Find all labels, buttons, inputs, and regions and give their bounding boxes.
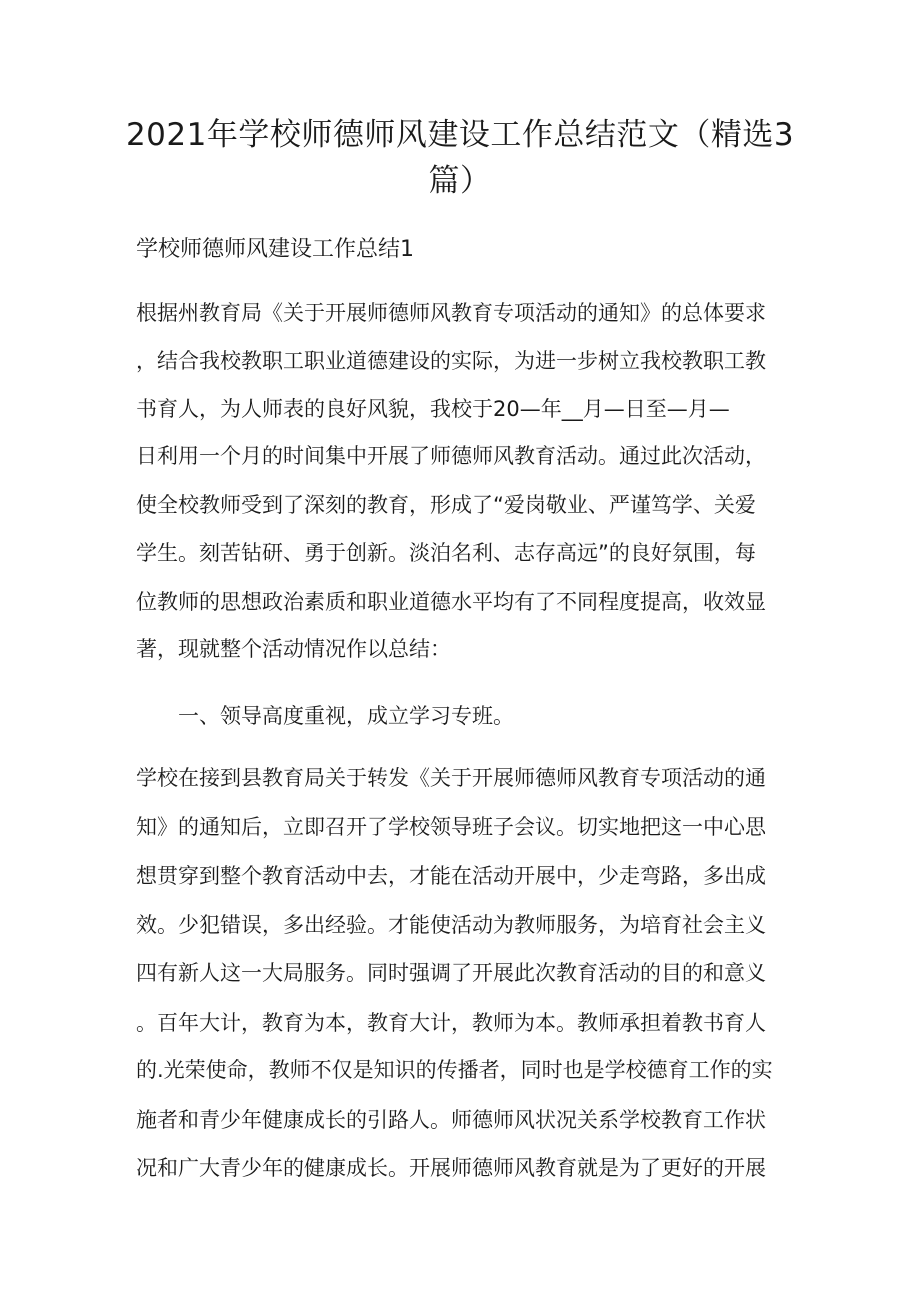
section-heading: 一、领导高度重视，成立学习专班。 <box>178 704 514 728</box>
paragraph-line: 日利用一个月的时间集中开展了师德师风教育活动。通过此次活动， <box>136 444 766 468</box>
paragraph-line: 的.光荣使命，教师不仅是知识的传播者，同时也是学校德育工作的实 <box>136 1058 773 1082</box>
paragraph-line: 书育人，为人师表的良好风貌，我校于20—年__月—日至—月— <box>136 397 730 421</box>
paragraph-line: 四有新人这一大局服务。同时强调了开展此次教育活动的目的和意义 <box>136 961 766 985</box>
document-title: 2021年学校师德师风建设工作总结范文（精选3篇） <box>125 117 795 199</box>
paragraph-line: 位教师的思想政治素质和职业道德水平均有了不同程度提高，收效显 <box>136 590 766 614</box>
paragraph-line: 。百年大计，教育为本，教育大计，教师为本。教师承担着教书育人 <box>136 1011 766 1035</box>
paragraph-line: 况和广大青少年的健康成长。开展师德师风教育就是为了更好的开展 <box>136 1156 766 1180</box>
paragraph-line: 根据州教育局《关于开展师德师风教育专项活动的通知》的总体要求 <box>136 301 766 325</box>
article-subtitle: 学校师德师风建设工作总结1 <box>136 237 414 262</box>
paragraph-line: 学生。刻苦钻研、勇于创新。淡泊名利、志存高远”的良好氛围，每 <box>136 541 756 565</box>
paragraph-line: ，结合我校教职工职业道德建设的实际，为进一步树立我校教职工教 <box>136 349 766 373</box>
paragraph-line: 效。少犯错误，多出经验。才能使活动为教师服务，为培育社会主义 <box>136 913 766 937</box>
paragraph-line: 知》的通知后，立即召开了学校领导班子会议。切实地把这一中心思 <box>136 815 766 839</box>
paragraph-line: 学校在接到县教育局关于转发《关于开展师德师风教育专项活动的通 <box>136 766 766 790</box>
paragraph-line: 想贯穿到整个教育活动中去，才能在活动开展中，少走弯路，多出成 <box>136 864 766 888</box>
paragraph-line: 著，现就整个活动情况作以总结： <box>136 637 451 661</box>
paragraph-line: 施者和青少年健康成长的引路人。师德师风状况关系学校教育工作状 <box>136 1108 766 1132</box>
paragraph-line: 使全校教师受到了深刻的教育，形成了“爱岗敬业、严谨笃学、关爱 <box>136 493 756 517</box>
